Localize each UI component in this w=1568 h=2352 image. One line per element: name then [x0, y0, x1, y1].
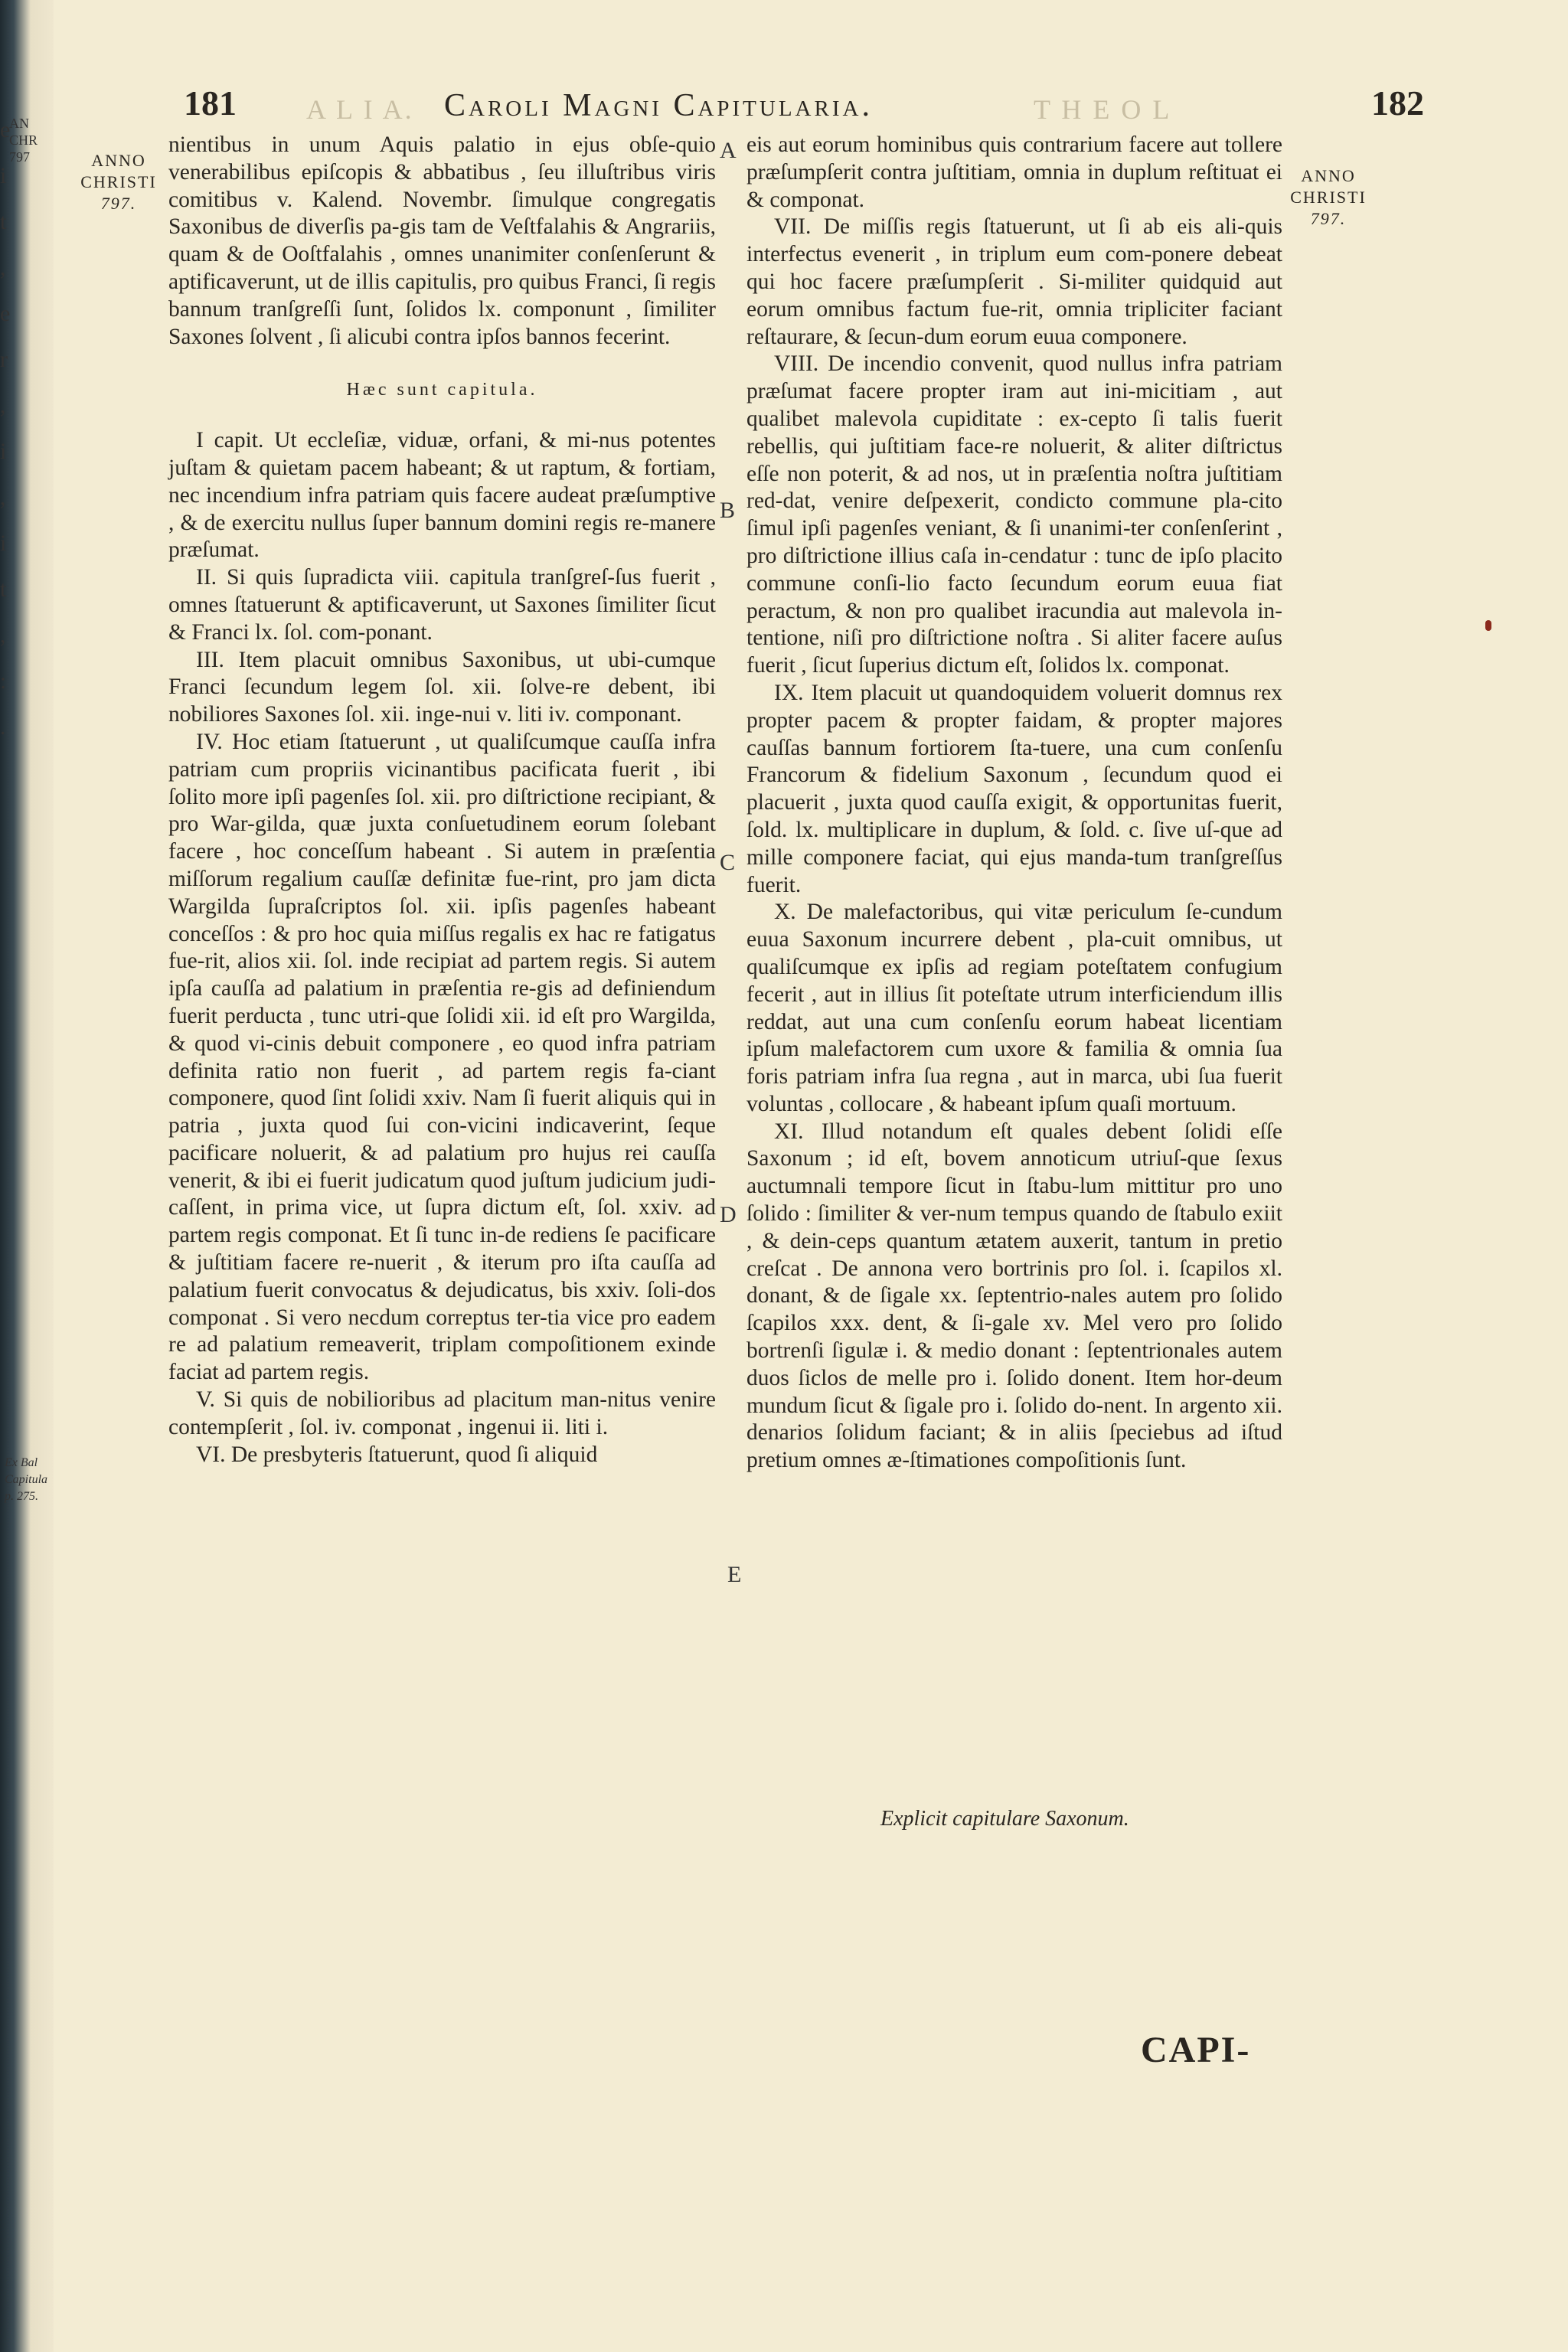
gutter-letter: i: [0, 531, 7, 556]
chapter-6-start: VI. De presbyteris ſtatuerunt, quod ſi aliquid: [196, 1442, 598, 1467]
explicit-line: Explicit capitulare Saxonum.: [880, 1807, 1129, 1831]
catchword: CAPI-: [1141, 2030, 1251, 2070]
gutter-letter: ,: [0, 393, 6, 418]
gutter-letter: i: [0, 439, 7, 464]
show-through-text-right: T H E O L: [1034, 94, 1172, 125]
frag-line: 797: [9, 149, 30, 165]
previous-page-anno-fragment: [9, 115, 52, 165]
anno-label: ANNO: [91, 151, 146, 170]
section-marker-c: C: [720, 850, 736, 875]
page-header: [168, 83, 1432, 129]
frag-line: CHR: [9, 132, 38, 148]
chapter-2: II. Si quis ſupradicta viii. capitula tranſgreſ-ſus fuerit , omnes ſtatuerunt & aptificaverunt, ut Saxones ſimiliter ſicut & Franci lx. ſol. com-ponant.: [168, 565, 716, 645]
side-note-line: Ex Bal: [5, 1456, 38, 1469]
anno-christi-left: [77, 150, 161, 214]
chapter-6-continuation: eis aut eorum hominibus quis contrarium facere aut tollere præſumpſerit contra juſtitiam, omnia in duplum reſtituat ei & componat.: [746, 132, 1282, 212]
intro-paragraph: nientibus in unum Aquis palatio in ejus obſe-quio venerabilibus epiſcopis & abbatibus , ſeu illuſtribus viris comitibus v. Kalend. Novembr. ſimulque congregatis Saxonibus de diverſis pa-gis tam de Veſtfalahis & Angrariis, quam & de Ooſtfalahis , omnes unanimiter conſenſerunt & aptificaverunt, ut de illis capitulis, pro quibus Franci, ſi regis bannum tranſgreſſi ſunt, ſolidos lx. componunt , ſimiliter Saxones ſolvent , ſi alicubi contra ipſos bannos fecerint.: [168, 132, 716, 349]
gutter-letter: i: [0, 163, 7, 188]
gutter-letter: ,: [0, 622, 6, 648]
chapter-5: V. Si quis de nobilioribus ad placitum man-nitus venire contempſerit , ſol. iv. componat , ingenui ii. liti i.: [168, 1387, 716, 1439]
section-marker-e: E: [727, 1562, 742, 1587]
christi-label: CHRISTI: [80, 172, 157, 191]
chapter-7: VII. De miſſis regis ſtatuerunt, ut ſi ab eis ali-quis interfectus evenerit , in triplum eum com-ponere debeat qui hoc facere præſumpſerit . Si-militer quidquid aut eorum omnibus factum fue-rit, omnia tripliciter faciant reſtaurare, & ſecun-dum eorum euua componere.: [746, 214, 1282, 349]
gutter-fragments: [0, 107, 15, 750]
year-label: 797.: [1310, 209, 1347, 228]
chapter-9: IX. Item placuit ut quandoquidem voluerit domnus rex propter pacem & propter faidam, & propter majores cauſſas bannum fortiorem ſta-tuere, una cum conſenſu Francorum & fidelium Saxonum , ſecundum quod ei placuerit , juxta quod cauſſa exigit, & opportunitas fuerit, ſold. lx. multiplicare in duplum, & ſold. c. ſive uſ-que ad mille componere faciat, qui ejus manda-tum tranſgreſſus fuerit.: [746, 680, 1282, 897]
gutter-side-note: [5, 1455, 47, 1505]
gutter-letter: ,: [0, 485, 6, 510]
chapter-3: III. Item placuit omnibus Saxonibus, ut ubi-cumque Franci ſecundum legem ſol. xii. ſolve-re debent, ibi nobiliores Saxones ſol. xii. inge-nui v. liti iv. componant.: [168, 647, 716, 727]
chapter-11: XI. Illud notandum eſt quales debent ſolidi eſſe Saxonum ; id eſt, bovem annoticum utriuſ-que ſexus auctumnali tempore ſicut in ſtabu-lum mittitur pro uno ſolido : ſimiliter & ver-num tempus quando de ſtabulo exiit , & dein-ceps quantum ætatem auxerit, tantum in pretio creſcat . De annona vero bortrinis pro ſol. i. ſcapilos xl. donant, & de ſigale xx. ſeptentrio-nales autem pro ſolido ſcapilos xxx. dent, & ſi-gale xv. Mel vero pro ſolido bortrenſi ſigulæ i. & medio donant : ſeptentrionales autem duos ſiclos de melle pro i. ſolido donent. Item hor-deum mundum ſicut & ſigale pro i. ſolido do-nent. In argento xii. denarios ſolidum faciant; & in aliis ſpeciebus ad iſtud pretium omnes æ-ſtimationes compoſitionis ſunt.: [746, 1119, 1282, 1473]
frag-line: AN: [9, 116, 29, 131]
ink-spot: [1485, 620, 1491, 631]
chapter-8: VIII. De incendio convenit, quod nullus infra patriam præſumat facere propter iram aut ini-micitiam , aut qualibet malevola cupiditate : ex-cepto ſi talis fuerit rebellis, qui juſtitiam face-re noluerit, & aliter diſtrictus eſſe non poterit, & ad nos, ut in præſentia noſtra juſtitiam red-dat, venire deſpexerit, condicto commune pla-cito ſimul ipſi pagenſes veniant, & ſi unanimi-ter conſenſerint , pro diſtrictione illius caſa in-cendatur : tunc de ipſo placito commune conſi-lio facto ſecundum eorum euua fiat peractum, & non pro qualibet iracundia aut malevola in-tentione, niſi pro diſtrictione noſtra . Si aliter facere auſus fuerit , ſicut ſuperius dictum eſt, ſolidos lx. componat.: [746, 351, 1282, 678]
right-column: [746, 132, 1282, 1475]
anno-label: ANNO: [1301, 166, 1356, 185]
side-note-line: p. 275.: [5, 1490, 38, 1503]
section-marker-d: D: [720, 1202, 737, 1227]
left-column: [168, 132, 716, 1468]
page-number-left: 181: [184, 83, 237, 122]
gutter-letter: :: [0, 668, 7, 694]
gutter-letter: e: [0, 117, 11, 142]
gutter-letter: ,: [0, 255, 6, 280]
running-title: Caroli Magni Capitularia.: [444, 88, 873, 123]
gutter-letter: .: [0, 714, 6, 740]
section-marker-a: A: [720, 138, 737, 163]
side-note-line: Capitula: [5, 1473, 48, 1486]
show-through-text-left: A L I A.: [306, 94, 414, 125]
chapter-4: IV. Hoc etiam ſtatuerunt , ut qualiſcumque cauſſa infra patriam cum propriis vicinantibus pacificata fuerit , ibi ſolito more ipſi pagenſes ſol. xii. pro diſtrictione recipiant, & pro War-gilda, quæ juxta conſuetudinem eorum ſolebant facere , hoc conceſſum habeant . Si autem in præſentia miſſorum regalium cauſſæ definitæ fue-rint, pro jam dicta Wargilda ſupraſcriptos ſol. xii. ipſis pagenſes habeant conceſſos : & pro hoc quia miſſus regalis ex hac re fatigatus fue-rit, alios xii. ſol. inde recipiat ad partem regis. Si autem ipſa cauſſa ad palatium in præſentia re-gis ad definiendum fuerit perducta , tunc utri-que ſolidi xii. id eſt pro Wargilda, & quod vi-cinis debuit componere , eo quod infra patriam definita ratio non fuerit , ad partem regis fa-ciant componere, quod ſint ſolidi xxiv. Nam ſi fuerit aliquis qui in patria , juxta quod ſui con-vicini indicaverint, ſeque pacificare noluerit, & ad palatium pro hujus rei cauſſa venerit, & ibi ei fuerit judicatum quod juſtum judicium judi-caſſent, in prima vice, ut ſupra dictum eſt, ſol. xxiv. ad partem regis componat. Et ſi tunc in-de rediens ſe pacificare & juſtitiam facere re-nuerit , & iterum pro iſta cauſſa ad palatium fuerit convocatus & dejudicatus, bis xxiv. ſoli-dos componat . Si vero necdum correptus ter-tia vice pro eadem re ad palatium remeaverit, triplam compoſitionem exinde faciat ad partem regis.: [168, 729, 716, 1385]
gutter-letter: t: [0, 577, 7, 602]
section-marker-b: B: [720, 498, 736, 523]
gutter-letter: e: [0, 301, 11, 326]
chapter-1: I capit. Ut eccleſiæ, viduæ, orfani, & mi-nus potentes juſtam & quietam pacem habeant; & ut raptum, & fortiam, nec incendium infra patriam quis facere audeat præſumptive , & de exercitu nullus ſuper bannum domini regis re-manere præſumat.: [168, 428, 716, 563]
section-heading: Hæc sunt capitula.: [346, 380, 538, 400]
gutter-letter: r: [0, 347, 8, 372]
gutter-letter: t: [0, 209, 7, 234]
chapter-10: X. De malefactoribus, qui vitæ periculum ſe-cundum euua Saxonum incurrere debent , pla-cuit omnibus, ut qualiſcumque ex ipſis ad regiam poteſtatem confugium fecerit , aut in illius ſit poteſtate utrum interficiendum illis reddat, aut una cum conſenſu eorum habeat licentiam ipſum malefactorem cum uxore & familia & omnia ſua foris patriam infra ſua regna , aut in marca, ubi ſua fuerit voluntas , collocare , & habeant ipſum quaſi mortuum.: [746, 900, 1282, 1116]
page-number-right: 182: [1371, 83, 1424, 122]
year-label: 797.: [100, 194, 137, 213]
anno-christi-right: [1279, 165, 1378, 230]
christi-label: CHRISTI: [1290, 188, 1367, 207]
